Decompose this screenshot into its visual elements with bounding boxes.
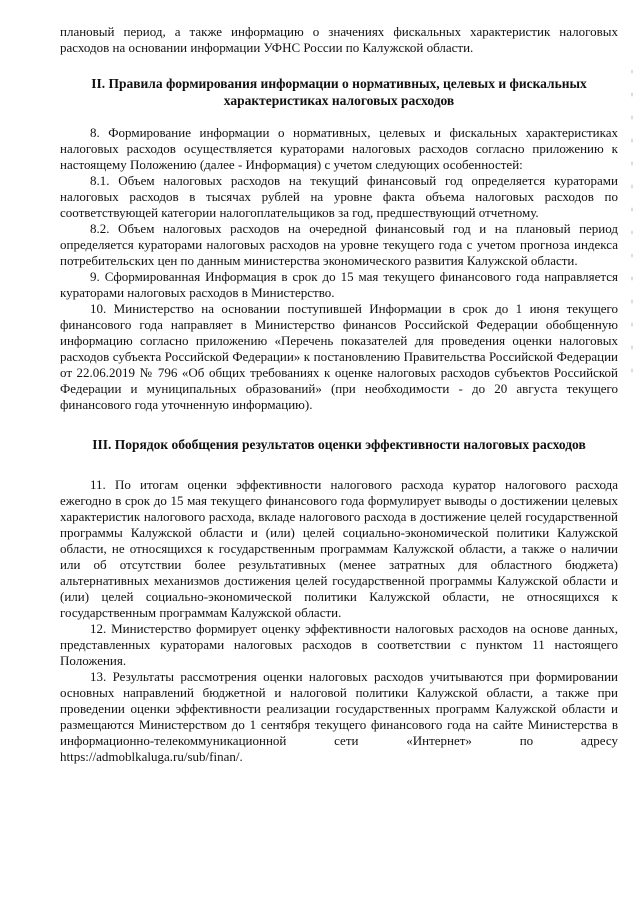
paragraph-12: 12. Министерство формирует оценку эффективности налоговых расходов на основе данных, представленных кураторами налоговых расходов в соответствии с пунктом 11 настоящего Положения. bbox=[60, 621, 618, 668]
section-2-heading: II. Правила формирования информации о нормативных, целевых и фискальных характеристиках налоговых расходов bbox=[91, 76, 587, 108]
paragraph-8: 8. Формирование информации о нормативных, целевых и фискальных характеристиках налоговых расходов осуществляется кураторами налоговых расходов согласно приложению к настоящему Положению (далее - Информация) с учетом следующих особенностей: bbox=[60, 125, 618, 172]
paragraph-11: 11. По итогам оценки эффективности налогового расхода куратор налогового расхода ежегодно в срок до 15 мая текущего финансового года формулирует выводы о достижении целевых характеристик налогового расхода, вкладе налогового расхода в достижение целей государственной программы Калужской области и (или) целей социально-экономической политики Калужской области, не относящихся к государственным программам Калужской области, а также о наличии или об отсутствии более результативных (менее затратных для областного бюджета) альтернативных механизмов достижения целей государственной программы Калужской области и (или) целей социально-экономической политики Калужской области, не относящихся к государственным программам Калужской области. bbox=[60, 477, 618, 620]
paragraph-13: 13. Результаты рассмотрения оценки налоговых расходов учитываются при формировании основных направлений бюджетной и налоговой политики Калужской области, а также при проведении оценки эффективности реализации государственных программ Калужской области и размещаются Министерством до 1 сентября текущего финансового года на сайте Министерства в информационно-телекоммуникационной сети «Интернет» по адресу https://admoblkaluga.ru/sub/finan/. bbox=[60, 669, 618, 764]
intro-continuation: плановый период, а также информацию о значениях фискальных характеристик налоговых расходов на основании информации УФНС России по Калужской области. bbox=[60, 24, 618, 55]
scan-artifact bbox=[628, 60, 636, 380]
paragraph-9: 9. Сформированная Информация в срок до 15 мая текущего финансового года направляется кураторами налоговых расходов в Министерство. bbox=[60, 269, 618, 300]
section-3-heading: III. Порядок обобщения результатов оценки эффективности налоговых расходов bbox=[92, 437, 586, 452]
paragraph-10: 10. Министерство на основании поступившей Информации в срок до 1 июня текущего финансового года направляет в Министерство финансов Российской Федерации обобщенную информацию согласно приложению «Перечень показателей для проведения оценки налоговых расходов субъекта Российской Федерации» к постановлению Правительства Российской Федерации от 22.06.2019 № 796 «Об общих требованиях к оценке налоговых расходов субъектов Российской Федерации и муниципальных образований» (при необходимости - до 20 августа текущего финансового года уточненную информацию). bbox=[60, 301, 618, 412]
paragraph-8-1: 8.1. Объем налоговых расходов на текущий финансовый год определяется кураторами налоговых расходов в тысячах рублей на уровне факта объема налоговых расходов по соответствующей категории налогоплательщиков за год, предшествующий отчетному. bbox=[60, 173, 618, 220]
section-2-body bbox=[60, 125, 618, 413]
paragraph-8-2: 8.2. Объем налоговых расходов на очередной финансовый год и на плановый период определяется кураторами налоговых расходов на уровне текущего года с учетом прогноза индекса потребительских цен по данным министерства экономического развития Калужской области. bbox=[60, 221, 618, 268]
section-3-body bbox=[60, 477, 618, 765]
